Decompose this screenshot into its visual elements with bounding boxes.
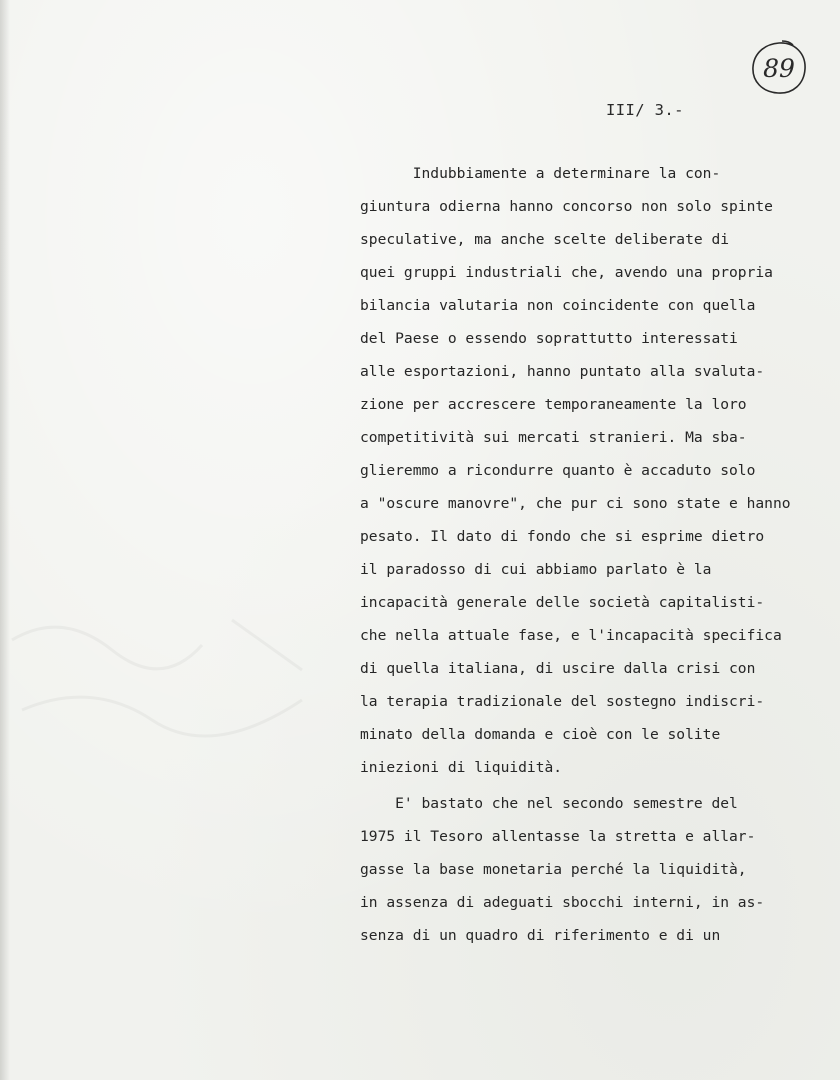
text-line: senza di un quadro di riferimento e di un: [360, 927, 721, 944]
text-line: giuntura odierna hanno concorso non solo spinte: [360, 198, 773, 215]
text-line: zione per accrescere temporaneamente la loro: [360, 396, 747, 413]
text-line: pesato. Il dato di fondo che si esprime dietro: [360, 528, 765, 545]
paragraph: [360, 157, 825, 784]
paragraph: [360, 787, 825, 952]
text-line: la terapia tradizionale del sostegno indiscri-: [360, 693, 765, 710]
text-line: a "oscure manovre", che pur ci sono state e hanno: [360, 495, 791, 512]
page-reference: III/ 3.-: [606, 101, 684, 119]
body-text: [360, 157, 825, 952]
text-line: bilancia valutaria non coincidente con quella: [360, 297, 756, 314]
text-line: E' bastato che nel secondo semestre del: [360, 795, 738, 812]
text-line: iniezioni di liquidità.: [360, 759, 563, 776]
text-line: in assenza di adeguati sbocchi interni, in as-: [360, 894, 765, 911]
text-line: minato della domanda e cioè con le solite: [360, 726, 721, 743]
text-line: quei gruppi industriali che, avendo una propria: [360, 264, 773, 281]
text-line: del Paese o essendo soprattutto interessati: [360, 330, 738, 347]
text-line: Indubbiamente a determinare la con-: [360, 165, 721, 182]
text-line: il paradosso di cui abbiamo parlato è la: [360, 561, 712, 578]
text-line: glieremmo a ricondurre quanto è accaduto solo: [360, 462, 756, 479]
page-edge-shadow: [0, 0, 10, 1080]
text-line: 1975 il Tesoro allentasse la stretta e allar-: [360, 828, 756, 845]
text-line: gasse la base monetaria perché la liquidità,: [360, 861, 747, 878]
text-line: incapacità generale delle società capitalisti-: [360, 594, 765, 611]
stamp-number: 89: [763, 54, 795, 83]
text-line: competitività sui mercati stranieri. Ma sba-: [360, 429, 747, 446]
text-line: speculative, ma anche scelte deliberate di: [360, 231, 730, 248]
page-number-stamp: [749, 39, 809, 97]
text-line: di quella italiana, di uscire dalla crisi con: [360, 660, 756, 677]
text-line: alle esportazioni, hanno puntato alla svaluta-: [360, 363, 765, 380]
bleed-through-marks: [2, 600, 342, 750]
text-line: che nella attuale fase, e l'incapacità specifica: [360, 627, 782, 644]
